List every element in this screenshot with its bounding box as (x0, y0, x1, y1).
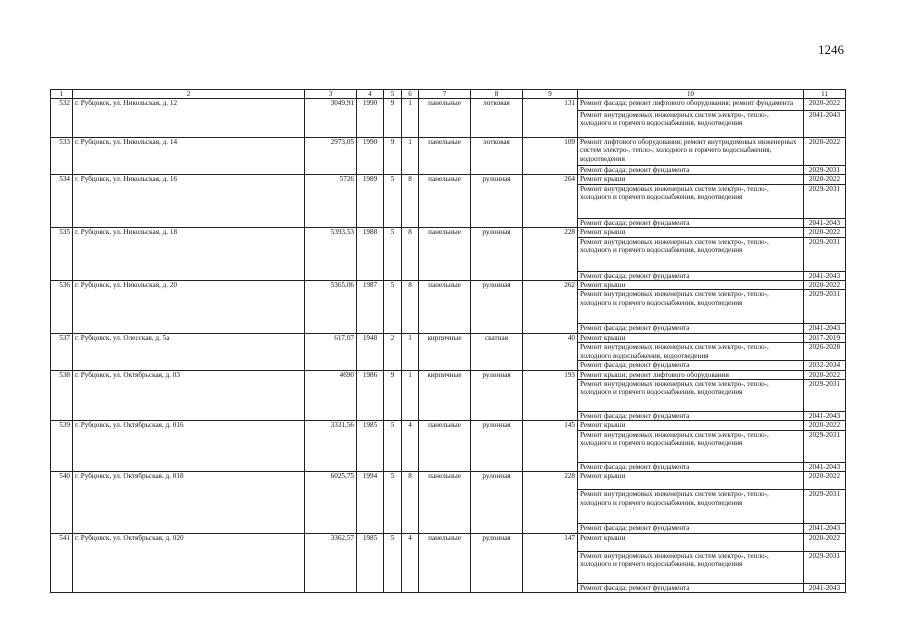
residents-cell: 228 (523, 228, 578, 281)
repair-period-cell: 2029-2031 (804, 166, 846, 175)
table-row (51, 421, 846, 430)
row-number-cell: 541 (51, 533, 73, 592)
year-cell: 1988 (357, 228, 384, 281)
repair-period-cell: 2020-2022 (804, 370, 846, 379)
entrances-cell: 1 (402, 138, 419, 175)
entrances-cell: 1 (402, 370, 419, 421)
residents-cell: 264 (523, 175, 578, 228)
repair-work-cell: Ремонт крыши; ремонт лифтового оборудования (578, 370, 804, 379)
repair-work-cell: Ремонт внутридомовых инженерных систем электро-, тепло-, холодного и горячего водоснабжения, водоотведения (578, 490, 804, 524)
repair-period-cell: 2041-2043 (804, 218, 846, 227)
entrances-cell: 8 (402, 175, 419, 228)
roof-type-cell: рулонная (471, 421, 523, 472)
address-cell: г. Рубцовск, ул. Никольская, д. 16 (73, 175, 305, 228)
address-cell: г. Рубцовск, ул. Октябрьская, д. 03 (73, 370, 305, 421)
repair-work-cell: Ремонт фасада; ремонт фундамента (578, 524, 804, 533)
repair-work-cell: Ремонт внутридомовых инженерных систем электро-, тепло-, холодного и горячего водоснабжения, водоотведения (578, 111, 804, 138)
repair-period-cell: 2029-2031 (804, 551, 846, 583)
floors-cell: 9 (384, 370, 402, 421)
address-cell: г. Рубцовск, ул. Никольская, д. 14 (73, 138, 305, 175)
year-cell: 1994 (357, 472, 384, 533)
wall-material-cell: кирпичные (419, 333, 471, 370)
year-cell: 1990 (357, 99, 384, 138)
repair-work-cell: Ремонт внутридомовых инженерных систем электро-, тепло-, холодного и горячего водоснабжения, водоотведения (578, 430, 804, 462)
residents-cell: 40 (523, 333, 578, 370)
wall-material-cell: панельные (419, 228, 471, 281)
year-cell: 1989 (357, 175, 384, 228)
entrances-cell: 8 (402, 472, 419, 533)
address-cell: г. Рубцовск, ул. Никольская, д. 20 (73, 281, 305, 334)
wall-material-cell: панельные (419, 175, 471, 228)
page-number: 1246 (818, 42, 844, 57)
column-number-header: 1 (51, 90, 73, 99)
table-row (51, 533, 846, 551)
floors-cell: 5 (384, 175, 402, 228)
entrances-cell: 4 (402, 533, 419, 592)
area-cell: 6025,75 (305, 472, 357, 533)
roof-type-cell: скатная (471, 333, 523, 370)
address-cell: г. Рубцовск, ул. Олесская, д. 5а (73, 333, 305, 370)
repair-period-cell: 2020-2022 (804, 421, 846, 430)
roof-type-cell: лотковая (471, 99, 523, 138)
row-number-cell: 538 (51, 370, 73, 421)
address-cell: г. Рубцовск, ул. Никольская, д. 18 (73, 228, 305, 281)
row-number-cell: 537 (51, 333, 73, 370)
column-number-header: 8 (471, 90, 523, 99)
wall-material-cell: панельные (419, 421, 471, 472)
year-cell: 1986 (357, 370, 384, 421)
floors-cell: 5 (384, 228, 402, 281)
table-row (51, 281, 846, 290)
repair-period-cell: 2041-2043 (804, 412, 846, 421)
row-number-cell: 533 (51, 138, 73, 175)
repair-period-cell: 2041-2043 (804, 583, 846, 592)
repair-work-cell: Ремонт крыши (578, 228, 804, 237)
entrances-cell: 1 (402, 99, 419, 138)
area-cell: 5393,53 (305, 228, 357, 281)
roof-type-cell: рулонная (471, 228, 523, 281)
repair-work-cell: Ремонт фасада; ремонт фундамента (578, 361, 804, 370)
repair-period-cell: 2029-2031 (804, 490, 846, 524)
area-cell: 3362,57 (305, 533, 357, 592)
repair-work-cell: Ремонт крыши (578, 281, 804, 290)
floors-cell: 9 (384, 138, 402, 175)
repair-work-cell: Ремонт внутридомовых инженерных систем электро-, тепло-, холодного и горячего водоснабжения, водоотведения (578, 380, 804, 412)
roof-type-cell: рулонная (471, 533, 523, 592)
table-row (51, 99, 846, 111)
residents-cell: 147 (523, 533, 578, 592)
repair-period-cell: 2041-2043 (804, 524, 846, 533)
column-number-header: 7 (419, 90, 471, 99)
floors-cell: 5 (384, 472, 402, 533)
repair-period-cell: 2041-2043 (804, 111, 846, 138)
entrances-cell: 8 (402, 281, 419, 334)
table-row (51, 333, 846, 342)
roof-type-cell: рулонная (471, 472, 523, 533)
table-row (51, 175, 846, 184)
column-number-header: 6 (402, 90, 419, 99)
repair-period-cell: 2029-2031 (804, 380, 846, 412)
entrances-cell: 4 (402, 421, 419, 472)
address-cell: г. Рубцовск, ул. Октябрьская, д. 020 (73, 533, 305, 592)
area-cell: 5726 (305, 175, 357, 228)
repair-period-cell: 2020-2022 (804, 228, 846, 237)
residents-cell: 109 (523, 138, 578, 175)
year-cell: 1985 (357, 421, 384, 472)
repair-period-cell: 2020-2022 (804, 175, 846, 184)
wall-material-cell: панельные (419, 138, 471, 175)
roof-type-cell: лотковая (471, 138, 523, 175)
repair-period-cell: 2020-2022 (804, 281, 846, 290)
repair-work-cell: Ремонт внутридомовых инженерных систем электро-, тепло-, холодного и горячего водоснабжения, водоотведения (578, 290, 804, 324)
repair-period-cell: 2029-2031 (804, 237, 846, 271)
wall-material-cell: панельные (419, 472, 471, 533)
year-cell: 1948 (357, 333, 384, 370)
residents-cell: 228 (523, 472, 578, 533)
residents-cell: 131 (523, 99, 578, 138)
column-number-header: 10 (578, 90, 804, 99)
floors-cell: 5 (384, 421, 402, 472)
roof-type-cell: рулонная (471, 175, 523, 228)
entrances-cell: 8 (402, 228, 419, 281)
wall-material-cell: панельные (419, 99, 471, 138)
table-row (51, 228, 846, 237)
roof-type-cell: рулонная (471, 281, 523, 334)
row-number-cell: 536 (51, 281, 73, 334)
repair-work-cell: Ремонт фасада; ремонт фундамента (578, 583, 804, 592)
repair-work-cell: Ремонт крыши (578, 175, 804, 184)
repair-work-cell: Ремонт фасада; ремонт фундамента (578, 462, 804, 471)
repair-work-cell: Ремонт фасада; ремонт фундамента (578, 412, 804, 421)
area-cell: 3331,56 (305, 421, 357, 472)
repair-work-cell: Ремонт крыши (578, 421, 804, 430)
repair-period-cell: 2029-2031 (804, 184, 846, 218)
residents-cell: 262 (523, 281, 578, 334)
repair-work-cell: Ремонт внутридомовых инженерных систем электро-, тепло-, холодного и горячего водоснабжения, водоотведения (578, 184, 804, 218)
roof-type-cell: рулонная (471, 370, 523, 421)
repair-period-cell: 2020-2022 (804, 138, 846, 166)
area-cell: 617,07 (305, 333, 357, 370)
table-row (51, 138, 846, 166)
repair-work-cell: Ремонт фасада; ремонт фундамента (578, 218, 804, 227)
residents-cell: 145 (523, 421, 578, 472)
column-number-header: 5 (384, 90, 402, 99)
floors-cell: 2 (384, 333, 402, 370)
repair-period-cell: 2029-2031 (804, 290, 846, 324)
row-number-cell: 534 (51, 175, 73, 228)
repair-work-cell: Ремонт фасада; ремонт фундамента (578, 324, 804, 333)
repair-period-cell: 2026-2028 (804, 343, 846, 361)
repair-period-cell: 2032-2034 (804, 361, 846, 370)
repair-work-cell: Ремонт крыши (578, 472, 804, 490)
repair-work-cell: Ремонт внутридомовых инженерных систем электро-, тепло-, холодного водоснабжения, водоотведения (578, 343, 804, 361)
floors-cell: 5 (384, 281, 402, 334)
repair-period-cell: 2041-2043 (804, 271, 846, 280)
address-cell: г. Рубцовск, ул. Октябрьская, д. 016 (73, 421, 305, 472)
repair-work-cell: Ремонт лифтового оборудования; ремонт внутридомовых инженерных систем электро-, тепло-, холодного и горячего водоснабжения, водоотведения (578, 138, 804, 166)
repair-period-cell: 2020-2022 (804, 99, 846, 111)
table-row (51, 370, 846, 379)
column-number-header: 2 (73, 90, 305, 99)
column-number-header: 3 (305, 90, 357, 99)
row-number-cell: 539 (51, 421, 73, 472)
column-number-header: 4 (357, 90, 384, 99)
repair-period-cell: 2020-2022 (804, 472, 846, 490)
area-cell: 4690 (305, 370, 357, 421)
repair-work-cell: Ремонт фасада; ремонт фундамента (578, 271, 804, 280)
repair-work-cell: Ремонт крыши (578, 333, 804, 342)
wall-material-cell: панельные (419, 533, 471, 592)
area-cell: 2973,05 (305, 138, 357, 175)
area-cell: 5365,06 (305, 281, 357, 334)
floors-cell: 9 (384, 99, 402, 138)
table-row (51, 472, 846, 490)
residents-cell: 193 (523, 370, 578, 421)
column-number-header: 11 (804, 90, 846, 99)
address-cell: г. Рубцовск, ул. Октябрьская, д. 018 (73, 472, 305, 533)
repair-period-cell: 2020-2022 (804, 533, 846, 551)
repair-period-cell: 2029-2031 (804, 430, 846, 462)
year-cell: 1985 (357, 533, 384, 592)
repair-work-cell: Ремонт внутридомовых инженерных систем электро-, тепло-, холодного и горячего водоснабжения, водоотведения (578, 237, 804, 271)
area-cell: 3049,91 (305, 99, 357, 138)
repair-work-cell: Ремонт внутридомовых инженерных систем электро-, тепло-, холодного и горячего водоснабжения, водоотведения (578, 551, 804, 583)
row-number-cell: 535 (51, 228, 73, 281)
address-cell: г. Рубцовск, ул. Никольская, д. 12 (73, 99, 305, 138)
entrances-cell: 1 (402, 333, 419, 370)
repair-schedule-table (50, 89, 846, 593)
repair-work-cell: Ремонт фасада; ремонт лифтового оборудования; ремонт фундамента (578, 99, 804, 111)
row-number-cell: 540 (51, 472, 73, 533)
repair-work-cell: Ремонт фасада; ремонт фундамента (578, 166, 804, 175)
column-number-header: 9 (523, 90, 578, 99)
floors-cell: 5 (384, 533, 402, 592)
year-cell: 1990 (357, 138, 384, 175)
row-number-cell: 532 (51, 99, 73, 138)
repair-period-cell: 2041-2043 (804, 462, 846, 471)
wall-material-cell: панельные (419, 281, 471, 334)
repair-period-cell: 2041-2043 (804, 324, 846, 333)
wall-material-cell: кирпичные (419, 370, 471, 421)
repair-work-cell: Ремонт крыши (578, 533, 804, 551)
repair-period-cell: 2017-2019 (804, 333, 846, 342)
year-cell: 1987 (357, 281, 384, 334)
table-header-row (51, 90, 846, 99)
